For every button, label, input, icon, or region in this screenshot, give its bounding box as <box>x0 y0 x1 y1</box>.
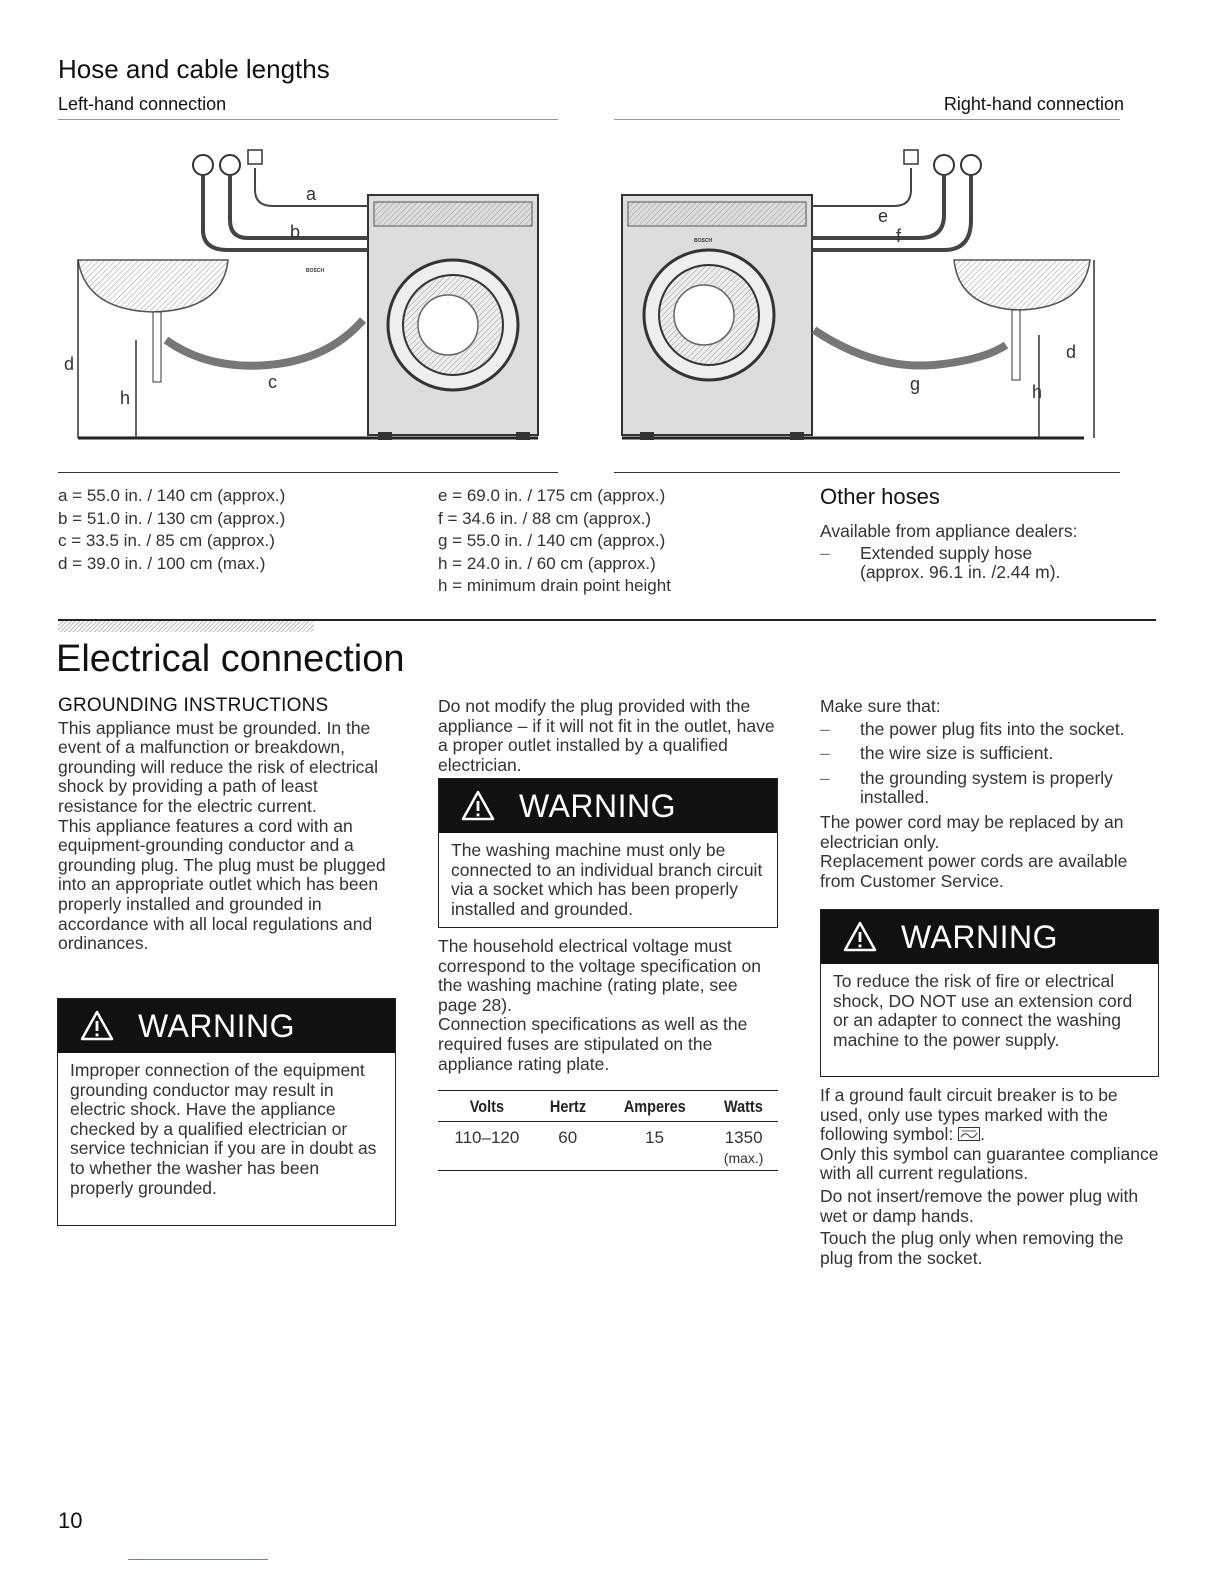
label-d-right: d <box>1066 342 1077 362</box>
grounding-para-1: This appliance must be grounded. In the event of a malfunction or breakdown, grounding will reduce the risk of electrical shock by providing a path of least resistance for the electric current. <box>58 717 379 816</box>
dim-b: b = 51.0 in. / 130 cm (approx.) <box>58 508 286 528</box>
label-b: b <box>290 222 301 242</box>
warning-box-2 <box>438 778 778 928</box>
other-hoses-item-line1: Extended supply hose <box>860 542 1033 563</box>
label-f: f <box>896 226 902 246</box>
right-connection-diagram <box>614 119 1120 473</box>
voltage-para: The household electrical voltage must correspond to the voltage specification on the washing machine (rating plate, see page 28). <box>438 936 761 1015</box>
check-item-wire: – the wire size is sufficient. <box>820 744 1160 764</box>
warning-header-2 <box>439 779 777 833</box>
dim-f: f = 34.6 in. / 88 cm (approx.) <box>438 508 652 528</box>
replacement-cord-para: Replacement power cords are available from Customer Service. <box>820 851 1128 891</box>
warning-label-2: WARNING <box>519 787 676 824</box>
warning-text-3: To reduce the risk of fire or electrical shock, DO NOT use an extension cord or an adapter to connect the washing machine to the power supply. <box>833 971 1133 1050</box>
footer-rule <box>128 1559 268 1560</box>
column-2-bottom <box>438 937 778 1074</box>
dim-a: a = 55.0 in. / 140 cm (approx.) <box>58 486 286 505</box>
warning-box-1 <box>57 998 396 1226</box>
electrical-spec-table <box>438 1090 778 1171</box>
column-2-top <box>438 697 778 775</box>
dim-d: d = 39.0 in. / 100 cm (max.) <box>58 553 266 573</box>
left-diagram-drawing <box>58 120 558 472</box>
dimension-list-right <box>438 485 671 598</box>
check-item-plug: – the power plug fits into the socket. <box>820 720 1160 740</box>
left-connection-label: Left-hand connection <box>58 94 227 114</box>
section-divider-hatch <box>58 621 314 632</box>
table-header-volts: Volts <box>445 1091 528 1122</box>
dim-e: e = 69.0 in. / 175 cm (approx.) <box>438 486 666 505</box>
other-hoses-item <box>820 544 1160 583</box>
check-item-grounding: – the grounding system is properly installed. <box>820 769 1160 808</box>
label-h: h <box>120 388 131 408</box>
dim-h-note: h = minimum drain point height <box>438 576 671 595</box>
symbol-guarantee-para: Only this symbol can guarantee compliance with all current regulations. <box>820 1143 1159 1184</box>
table-cell-hertz: 60 <box>536 1122 600 1171</box>
spec-para: Connection specifications as well as the required fuses are stipulated on the appliance rating plate. <box>438 1014 748 1074</box>
other-hoses-item-line2: (approx. 96.1 in. /2.44 m). <box>860 562 1061 583</box>
gfci-text-end: . <box>980 1124 985 1145</box>
warning-text-2: The washing machine must only be connected to an individual branch circuit via a socket which has been properly installed and grounded. <box>451 840 763 919</box>
gfci-text: If a ground fault circuit breaker is to be used, only use types marked with the following symbol: <box>820 1085 1118 1145</box>
warning-triangle-icon <box>80 1009 114 1043</box>
touch-plug-para: Touch the plug only when removing the plug from the socket. <box>820 1228 1124 1268</box>
column-3-bottom <box>820 1086 1160 1268</box>
section-title-electrical: Electrical connection <box>56 638 405 680</box>
column-1 <box>58 696 394 954</box>
make-sure-intro: Make sure that: <box>820 696 941 716</box>
table-header-amperes: Amperes <box>608 1091 701 1122</box>
left-connection-diagram <box>58 119 558 473</box>
wet-hands-para: Do not insert/remove the power plug with wet or damp hands. <box>820 1185 1139 1226</box>
label-d: d <box>64 354 75 374</box>
table-cell-amperes: 15 <box>600 1122 710 1171</box>
table-cell-watts <box>709 1122 778 1171</box>
dim-h: h = 24.0 in. / 60 cm (approx.) <box>438 553 656 573</box>
warning-header-3 <box>821 910 1158 964</box>
warning-text-1: Improper connection of the equipment grounding conductor may result in electric shock. Have the appliance checked by a qualified electrician or service technician if you are in doubt as to whether the washer has been properly grounded. <box>70 1060 377 1198</box>
power-cord-para: The power cord may be replaced by an electrician only. <box>820 811 1124 852</box>
dim-c: c = 33.5 in. / 85 cm (approx.) <box>58 531 275 550</box>
label-a: a <box>306 184 317 204</box>
warning-header-1 <box>58 999 395 1053</box>
warning-triangle-icon <box>843 920 877 954</box>
page-number: 10 <box>58 1508 83 1533</box>
plug-para: Do not modify the plug provided with the appliance – if it will not fit in the outlet, have a proper outlet installed by a qualified electrician. <box>438 696 775 775</box>
section-title-hoses: Hose and cable lengths <box>58 54 330 84</box>
gfci-symbol-icon <box>958 1127 980 1141</box>
warning-triangle-icon <box>461 789 495 823</box>
label-c: c <box>268 372 277 392</box>
grounding-para-2: This appliance features a cord with an equipment-grounding conductor and a grounding plug. The plug must be plugged into an appropriate outlet which has been properly installed and grounded in accordance with all local regulations and ordinances. <box>58 815 386 954</box>
table-cell-volts: 110–120 <box>438 1122 536 1171</box>
watts-value: 1350 <box>724 1128 763 1147</box>
table-header-watts: Watts <box>714 1091 772 1122</box>
watts-note: (max.) <box>723 1150 764 1166</box>
right-connection-label: Right-hand connection <box>943 94 1124 114</box>
other-hoses-block <box>820 484 1160 588</box>
dimension-list-left <box>58 485 285 575</box>
other-hoses-title: Other hoses <box>820 484 940 509</box>
warning-label-3: WARNING <box>901 918 1058 955</box>
label-g: g <box>910 374 921 394</box>
warning-label-1: WARNING <box>138 1007 295 1044</box>
label-e: e <box>878 206 889 226</box>
table-header-hertz: Hertz <box>541 1091 595 1122</box>
grounding-heading: GROUNDING INSTRUCTIONS <box>58 695 329 716</box>
right-diagram-drawing <box>614 120 1120 472</box>
other-hoses-intro: Available from appliance dealers: <box>820 521 1078 541</box>
dim-g: g = 55.0 in. / 140 cm (approx.) <box>438 531 666 550</box>
brand-logo-right: BOSCH <box>694 238 713 244</box>
brand-logo-left: BOSCH <box>306 268 325 274</box>
label-h-right: h <box>1032 382 1043 402</box>
column-3-top <box>820 697 1160 891</box>
gfci-para <box>820 1086 1160 1145</box>
warning-box-3 <box>820 909 1159 1077</box>
